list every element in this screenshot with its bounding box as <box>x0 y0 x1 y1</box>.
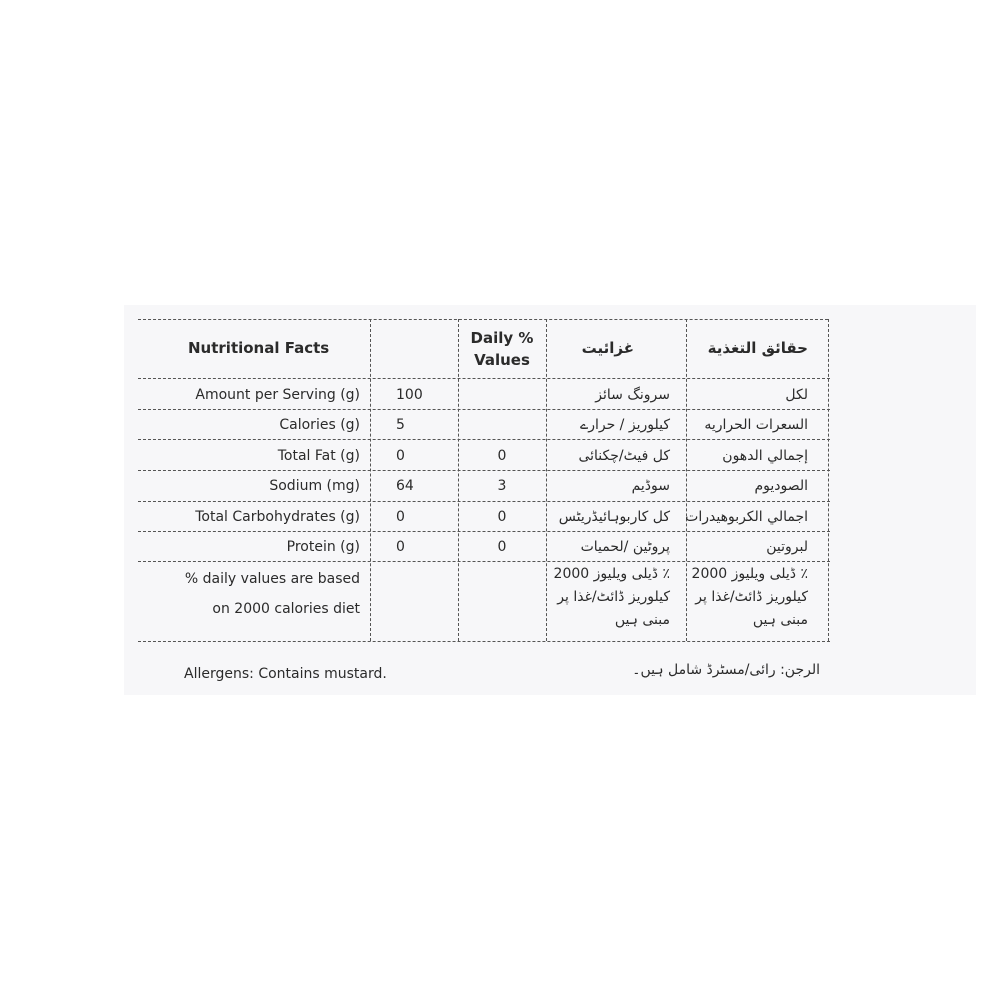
row-label: Amount per Serving (g) <box>195 387 360 403</box>
row-value: 0 <box>396 448 405 464</box>
allergens-ur: الرجن: رائی/مسٹرڈ شامل ہیں۔ <box>632 662 820 678</box>
footnote-urdu-line3: مبنی ہیں <box>614 612 670 628</box>
rule-row-6 <box>138 561 830 562</box>
footnote-arabic-line1: ٪ ڈیلی ویلیوز 2000 <box>691 566 808 582</box>
rule-row-4 <box>138 501 830 502</box>
row-label: Calories (g) <box>279 417 360 433</box>
row-arabic: إجمالي الدهون <box>722 448 808 464</box>
row-label: Sodium (mg) <box>269 478 360 494</box>
rule-row-2 <box>138 439 830 440</box>
rule-row-5 <box>138 531 830 532</box>
row-urdu: پروٹین /لحمیات <box>580 539 670 555</box>
row-label: Total Fat (g) <box>277 448 360 464</box>
footnote-urdu-line2: کیلوریز ڈائٹ/غذا پر <box>557 589 670 605</box>
footnote-en-line2: on 2000 calories diet <box>212 601 360 617</box>
nutrition-label <box>124 305 976 695</box>
row-daily: 0 <box>497 509 507 525</box>
row-urdu: کل فیٹ/چکنائی <box>578 448 670 464</box>
row-daily: 0 <box>497 448 507 464</box>
row-daily: 3 <box>497 478 507 494</box>
row-urdu: کیلوریز / حرارے <box>580 417 670 433</box>
row-value: 0 <box>396 539 405 555</box>
row-value: 64 <box>396 478 414 494</box>
header-urdu-title: غزائیت <box>581 339 634 357</box>
row-arabic: لبروتين <box>766 539 808 555</box>
col-rule-1 <box>370 319 371 641</box>
rule-row-3 <box>138 470 830 471</box>
footnote-en-line1: % daily values are based <box>184 571 360 587</box>
row-label: Total Carbohydrates (g) <box>195 509 360 525</box>
footnote-arabic-line3: مبنی ہیں <box>752 612 808 628</box>
header-arabic-title: حقائق التغذية <box>707 339 808 357</box>
row-urdu: سوڈیم <box>631 478 670 494</box>
rule-row-1 <box>138 409 830 410</box>
rule-bottom <box>138 641 830 642</box>
row-urdu: کل کاربوہائیڈریٹس <box>558 509 670 525</box>
footnote-arabic-line2: کیلوریز ڈائٹ/غذا پر <box>695 589 808 605</box>
col-rule-5 <box>828 319 829 641</box>
header-daily-line2: Values <box>474 351 530 369</box>
row-urdu: سرونگ سائز <box>595 387 670 403</box>
row-arabic: اجمالي الكربوهيدرات <box>685 509 808 525</box>
col-rule-3 <box>546 319 547 641</box>
allergens-en: Allergens: Contains mustard. <box>184 666 387 682</box>
row-arabic: الصوديوم <box>754 478 808 494</box>
row-value: 100 <box>396 387 423 403</box>
header-daily-line1: Daily % <box>470 329 534 347</box>
row-label: Protein (g) <box>286 539 360 555</box>
header-en-title: Nutritional Facts <box>188 339 330 357</box>
row-daily: 0 <box>497 539 507 555</box>
rule-top <box>138 319 828 320</box>
rule-header <box>138 378 830 379</box>
footnote-urdu-line1: ٪ ڈیلی ویلیوز 2000 <box>553 566 670 582</box>
row-value: 5 <box>396 417 405 433</box>
row-arabic: السعرات الحراريه <box>704 417 808 433</box>
row-arabic: لكل <box>785 387 808 403</box>
row-value: 0 <box>396 509 405 525</box>
col-rule-4 <box>686 319 687 641</box>
